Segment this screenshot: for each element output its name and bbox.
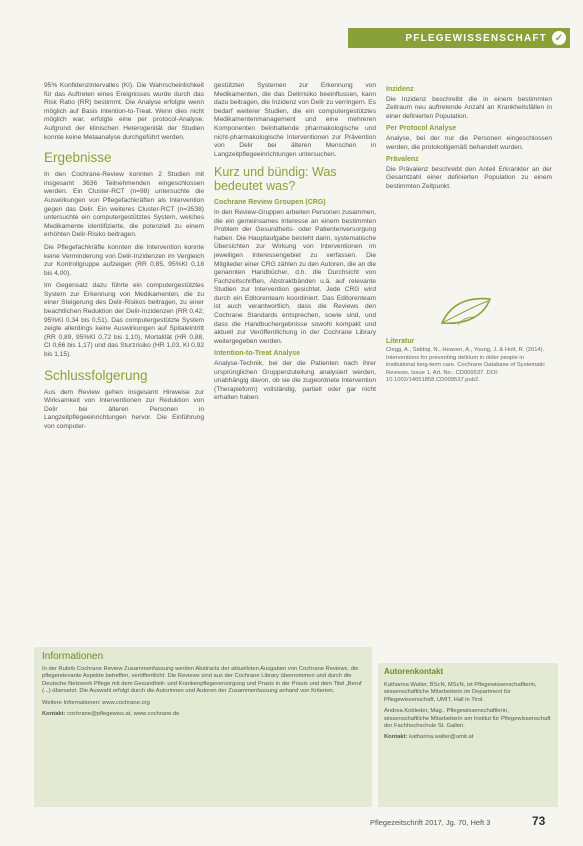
author-contact[interactable]: katharina.walter@umit.at [409,734,474,741]
info-contact[interactable]: cochrane@pflegewiss.at, www.cochrane.de [67,711,180,718]
section-title: PFLEGEWISSENSCHAFT [405,32,547,44]
paragraph: 95% Konfidenzintervalles (KI). Die Wahrscheinlichkeit für das Auftreten eines Ereignisses wurde durch das Risk Ratio (RR) bestimmt. Die Analyse erfolgte wenn möglich auf Basis Intention-to-Treat. Wenn dies nicht möglich war, erfolgte eine per protocol-Analyse. Aufgrund der klinischen Heterogenität der Studien konnte keine Metaanalyse durchgeführt werden. [44,82,204,141]
page-number: 73 [532,814,546,828]
info-contact-label: Kontakt: [42,711,66,718]
paragraph: gestützten Systemen zur Erkennung von Medikamenten, die das Delirrisiko beeinflussen, kann dazu beitragen, die Inzidenz von Delir zu verringern. Es bedarf weiterer Studien, die ein computergestütztes Medikamentenmanagement und eine mehreren Komponenten beinhaltende pharmakologische und nicht-pharmakologische Interventionen zur Prävention von Delir bei älteren Menschen in Langzeitpflegeeinrichtungen untersuchen. [214,82,377,158]
heading-schlussfolgerung: Schlussfolgerung [44,367,148,383]
author-contact-label: Kontakt: [384,734,408,741]
info-link[interactable]: Weitere Informationen: www.cochrane.org [42,699,150,706]
literature-heading: Literatur [386,338,415,345]
subheading: Per Protocol Analyse [386,125,457,133]
column-3 [386,82,552,196]
author-bio: Katharina Walter, BScN, MScN, ist Pflegewissenschaftlerin, wissenschaftliche Mitarbeiterin im Department für Pflegewissenschaft, UMIT, Hall in Tirol. [384,682,537,703]
paragraph: In den Cochrane-Review konnten 2 Studien mit insgesamt 3636 Teilnehmenden eingeschlossen werden. Ein Cluster-RCT (n=98) untersuchte die Auswirkungen von Pflegefachkräften als Intervention gegen das Delir. Ein weiteres Cluster-RCT (n=3538) untersuchte ein computergestütztes System, welches Medikamente identifizierte, die potenziell zu einem erhöhten Delir-Risiko beitragen. [44,171,204,239]
heading-ergebnisse: Ergebnisse [44,150,112,166]
check-icon: ✓ [552,31,566,45]
column-2 [214,82,376,407]
info-box [34,647,372,807]
paragraph: Die Inzidenz beschreibt die in einem bestimmten Zeitraum neu auftretende Anzahl an Krankheitsfällen in einer definierten Population. [386,95,552,120]
column-1 [44,82,204,436]
subheading: Inzidenz [386,86,414,93]
literature-box [386,295,552,385]
paragraph: Analyse-Technik, bei der die Patienten nach ihrer ursprünglichen Gruppenzuteilung analysiert werden, unabhängig davon, ob sie die zugeordnete Intervention (Therapieform) vollständig, partiell oder gar nicht erhalten haben. [214,360,376,402]
subheading: Cochrane Review Groupen (CRG) [214,199,326,207]
subheading: Intention-to-Treat Analyse [214,350,301,358]
paragraph: Aus dem Review gehen insgesamt Hinweise zur Wirksamkeit von Interventionen zur Reduktion von Delir bei älteren Personen in Langzeitpflegeeinrichtungen hervor. Die Einführung von computer- [44,388,204,430]
paragraph: In den Review-Gruppen arbeiten Personen zusammen, die ein gemeinsames Interesse an einem bestimmten Problem der Gesundheits- oder Patientenversorgung haben. Die Hauptaufgabe besteht darin, systematische Übersichten zur Wirkung von Interventionen im jeweiligen Interessengebiet zu verfassen. Die Mitglieder einer CRG zählen zu den Autoren, die an die genannten Handbücher, d.h. die Durchsicht von Fachzeitschriften, Abstraktbänden u.ä. auf relevante Studien zur Intervention gesichtet. Jede CRG wird durch ein Editorenteam koordiniert. Das Editorenteam ist auch verantwortlich, dass die Reviews den Cochrane Standards entsprechen, sowie sind, und dass die Handbuchergebnisse sowohl kompakt und aktuell zur Veröffentlichung in der Cochrane Library weitergegeben werden. [214,208,376,345]
info-paragraph: In der Rubrik Cochrane Review Zusammenfassung werden Abstracts der aktuellsten Ausgaben von Cochrane Reviews, die pflegerelevante Aspekte betreffen, veröffentlicht. Die Reviews sind aus der Cochrane Library übernommen und durch die Deutsche Netzwerk Pflege mit dem Gesundheit- und Krankenpflegeversorgung und Praxis in der Praxis und dem Titel „Beruf (...) übersetzt. Die Auswahl erfolgt durch die Autorinnen und Autoren der Zusammenfassung anhand von Kriterien. [42,666,362,695]
paragraph: Die Prävalenz beschreibt den Anteil Erkrankter an der Gesamtzahl einer definierten Population zu einem bestimmten Zeitpunkt. [386,165,552,190]
paragraph: Im Gegensatz dazu führte ein computergestütztes System zur Erkennung von Medikamenten, die zu einer Steigerung des Delir-Risikos beitragen, zu einer beachtlichen Reduktion der Delir-Inzidenzen (RR 0,42; 95%KI 0,34 bis 0,51). Das computergestützte System zeigte allerdings keine Auswirkungen auf Spitaleintritt (RR 0,89, 95%KI 0,72 bis 1,10), Mortalität (HR 0,88, CI 0,66 bis 1,17) und das Sturzrisiko (HR 1,03, KI 0,92 bis 1,15). [44,282,204,359]
paragraph: Analyse, bei der nur die Personen eingeschlossen werden, die protokollgemäß behandelt wurden. [386,134,552,151]
heading-kurz-und-buendig: Kurz und bündig: Was bedeutet was? [214,165,337,194]
author-bio: Andrea Kobleder, Mag., Pflegewissenschaftlerin, wissenschaftliche Mitarbeiterin am Institut für Pflegewissenschaft der Fachhochschule St. Gallen. [384,708,551,730]
section-header [348,28,570,48]
literature-reference: Clegg, A., Siddiqi, N., Heaven, A., Young, J. & Holt, R. (2014). Interventions for preventing delirium in older people in institutional long-term care. Cochrane Database of Systematic Reviews, Issue 1, Art. No.: CD009537. DOI: 10.1002/14651858.CD009537.pub2. [386,347,546,384]
info-title: Informationen [42,651,104,662]
subheading: Prävalenz [386,156,419,164]
author-title: Autorenkontakt [384,667,444,676]
paragraph: Die Pflegefachkräfte konnten die Intervention konnte keine Verminderung von Delir-Inzidenzen im Vergleich zur Kontrollgruppe aufzeigen (RR 0,85, 95%KI 0,18 bis 4,00). [44,243,204,277]
journal-footer: Pflegezeitschrift 2017, Jg. 70, Heft 3 [370,818,491,827]
leaf-icon [438,295,494,329]
author-box [378,663,558,807]
